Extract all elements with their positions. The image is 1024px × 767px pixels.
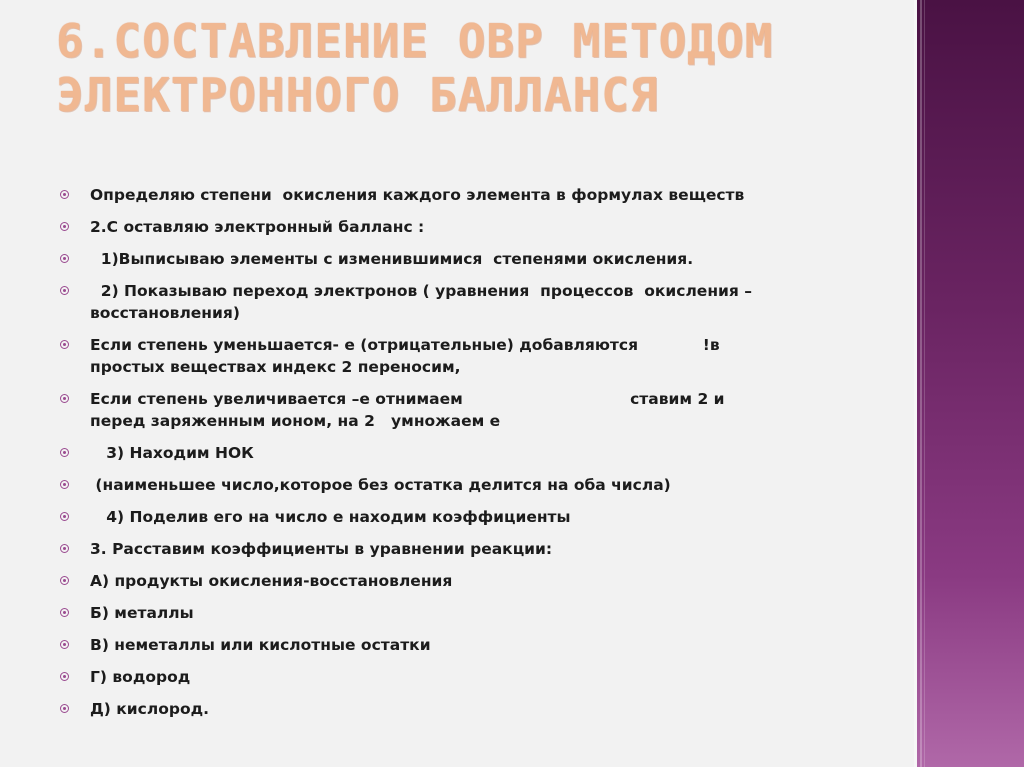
bullet-text: 3. Расставим коэффициенты в уравнении реакции: [90,540,553,558]
bullet-icon [60,672,69,681]
bullet-icon [60,512,69,521]
bullet-icon [60,190,69,199]
bullet-icon [60,448,69,457]
bullet-icon [60,544,69,553]
bullet-text: В) неметаллы или кислотные остатки [90,636,431,654]
bullet-list [60,184,860,730]
bullet-item [60,248,860,270]
bullet-text: Б) металлы [90,604,194,622]
side-band-stripe [920,0,922,767]
bullet-icon [60,608,69,617]
slide-title-line-2: ЭЛЕКТРОННОГО БАЛЛАНСЯ [56,68,659,122]
bullet-icon [60,704,69,713]
bullet-text: Если степень уменьшается- е (отрицательные) добавляются !в простых веществах индекс 2 переносим, [90,336,720,376]
bullet-icon [60,286,69,295]
bullet-text: 1)Выписываю элементы с изменившимися степенями окисления. [90,250,694,268]
bullet-text: 4) Поделив его на число е находим коэффициенты [90,508,571,526]
bullet-item [60,634,860,656]
bullet-item [60,216,860,238]
decorative-side-band [914,0,1024,767]
bullet-item [60,538,860,560]
bullet-item [60,442,860,464]
bullet-item [60,602,860,624]
bullet-icon [60,640,69,649]
bullet-item [60,184,860,206]
side-band-stripe [924,0,925,767]
bullet-icon [60,254,69,263]
bullet-text: Если степень увеличивается –е отнимаем ставим 2 и перед заряженным ионом, на 2 умножаем е [90,390,725,430]
bullet-text: 3) Находим НОК [90,444,254,462]
bullet-icon [60,340,69,349]
bullet-icon [60,576,69,585]
bullet-item [60,474,860,496]
bullet-text: 2) Показываю переход электронов ( уравнения процессов окисления – восстановления) [90,282,752,322]
bullet-item [60,570,860,592]
bullet-item [60,388,860,432]
bullet-item [60,506,860,528]
bullet-icon [60,394,69,403]
bullet-text: Д) кислород. [90,700,210,718]
bullet-text: А) продукты окисления-восстановления [90,572,453,590]
bullet-item [60,334,860,378]
bullet-icon [60,222,69,231]
bullet-item [60,698,860,720]
bullet-icon [60,480,69,489]
bullet-text: (наименьшее число,которое без остатка делится на оба числа) [90,476,671,494]
bullet-item [60,280,860,324]
slide-title-line-1: 6.СОСТАВЛЕНИЕ ОВР МЕТОДОМ [56,14,774,68]
bullet-text: Определяю степени окисления каждого элемента в формулах веществ [90,186,745,204]
bullet-text: Г) водород [90,668,191,686]
slide-title [56,14,896,122]
bullet-text: 2.С оставляю электронный балланс : [90,218,425,236]
bullet-item [60,666,860,688]
